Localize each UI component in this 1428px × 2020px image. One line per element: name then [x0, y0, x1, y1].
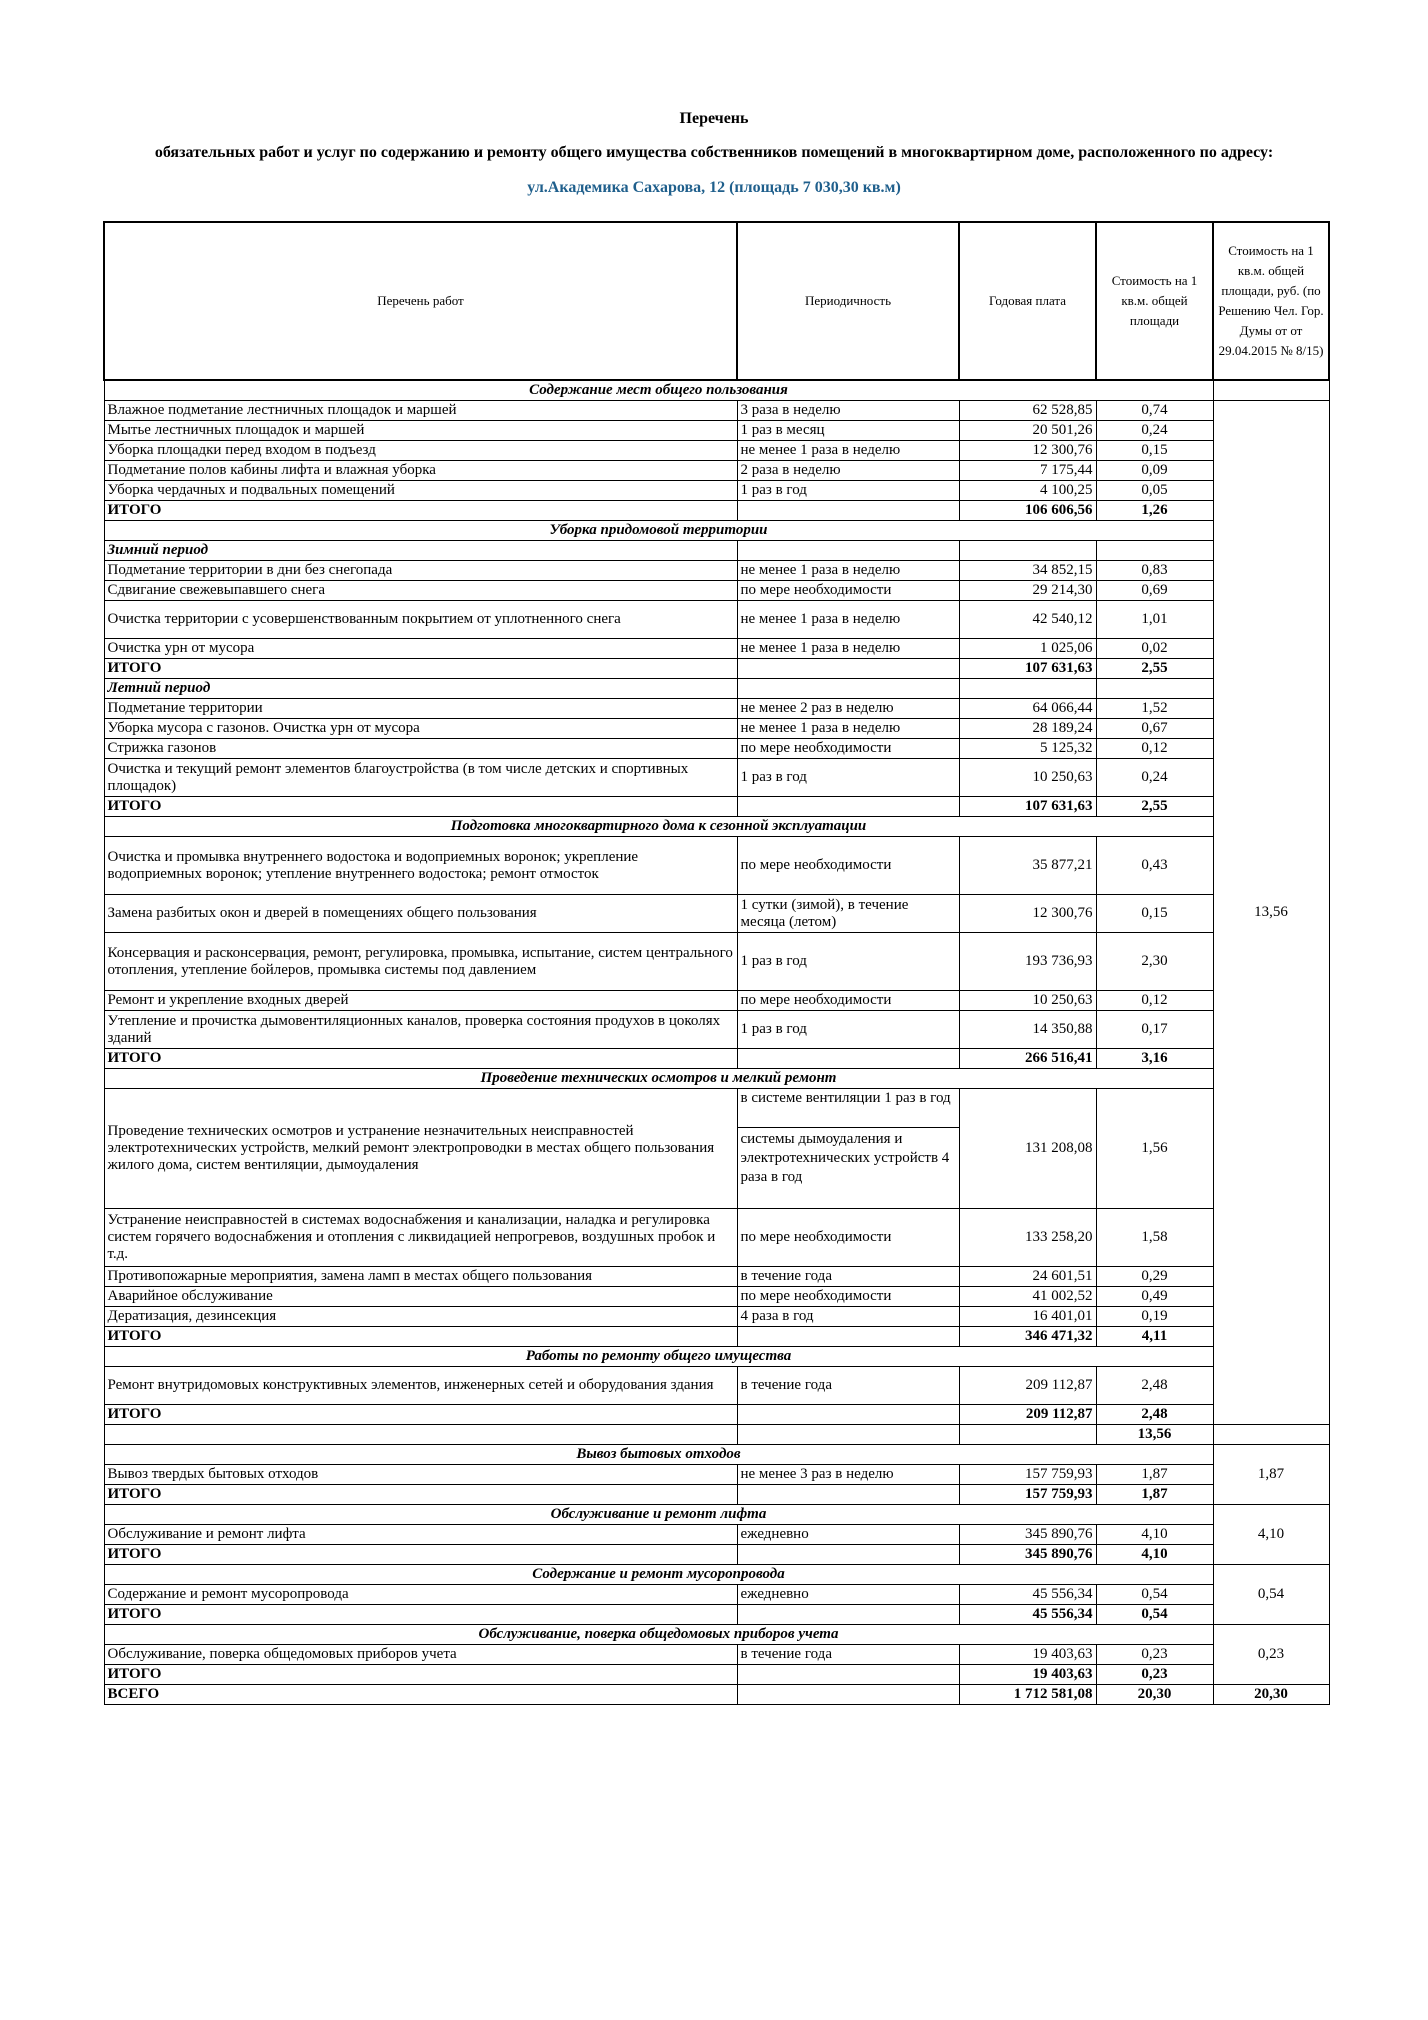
table-row — [104, 1011, 1329, 1049]
period-cell — [737, 1089, 959, 1209]
period-cell — [737, 1405, 959, 1425]
work-cell: Противопожарные мероприятия, замена ламп в местах общего пользования — [104, 1267, 737, 1287]
cost-cell: 0,09 — [1096, 461, 1213, 481]
period-cell: в течение года — [737, 1645, 959, 1665]
total-label: ИТОГО — [104, 1327, 737, 1347]
period-cell: не менее 1 раза в неделю — [737, 719, 959, 739]
total-row — [104, 797, 1329, 817]
table-row — [104, 401, 1329, 421]
work-cell — [104, 1425, 737, 1445]
work-cell: Содержание и ремонт мусоропровода — [104, 1585, 737, 1605]
total-annual: 107 631,63 — [959, 659, 1096, 679]
section-title: Проведение технических осмотров и мелкий ремонт — [104, 1069, 1213, 1089]
annual-cell: 20 501,26 — [959, 421, 1096, 441]
section-header-row — [104, 380, 1329, 401]
table-row — [104, 1287, 1329, 1307]
annual-cell: 62 528,85 — [959, 401, 1096, 421]
work-cell: Дератизация, дезинсекция — [104, 1307, 737, 1327]
work-cell: Очистка и текущий ремонт элементов благоустройства (в том числе детских и спортивных площадок) — [104, 759, 737, 797]
table-row — [104, 699, 1329, 719]
section-header-row — [104, 1069, 1329, 1089]
period-cell — [737, 1605, 959, 1625]
annual-cell: 64 066,44 — [959, 699, 1096, 719]
table-row — [104, 581, 1329, 601]
period-cell: 4 раза в год — [737, 1307, 959, 1327]
period-cell — [737, 1327, 959, 1347]
annual-cell — [959, 541, 1096, 561]
table-row — [104, 1465, 1329, 1485]
table-row — [104, 1645, 1329, 1665]
subsection-title: Зимний период — [104, 541, 737, 561]
annual-cell: 42 540,12 — [959, 601, 1096, 639]
annual-cell: 19 403,63 — [959, 1645, 1096, 1665]
rate-cell: 0,54 — [1213, 1565, 1329, 1625]
work-cell: Сдвигание свежевыпавшего снега — [104, 581, 737, 601]
total-cost: 4,11 — [1096, 1327, 1213, 1347]
rate-cell — [1213, 1425, 1329, 1445]
total-row — [104, 1605, 1329, 1625]
table-row — [104, 895, 1329, 933]
annual-cell: 45 556,34 — [959, 1585, 1096, 1605]
section-title: Обслуживание, поверка общедомовых приборов учета — [104, 1625, 1213, 1645]
section-header-row — [104, 1625, 1329, 1645]
period-cell: не менее 2 раз в неделю — [737, 699, 959, 719]
table-row — [104, 441, 1329, 461]
period-cell — [737, 1485, 959, 1505]
total-row — [104, 1049, 1329, 1069]
period-cell — [737, 1425, 959, 1445]
period-cell: 1 сутки (зимой), в течение месяца (летом) — [737, 895, 959, 933]
period-cell — [737, 1049, 959, 1069]
grand-total-annual: 1 712 581,08 — [959, 1685, 1096, 1705]
period-cell — [737, 1545, 959, 1565]
total-annual: 106 606,56 — [959, 501, 1096, 521]
table-row — [104, 1367, 1329, 1405]
group-sum-row — [104, 1425, 1329, 1445]
cost-cell: 1,87 — [1096, 1465, 1213, 1485]
period-cell: 3 раза в неделю — [737, 401, 959, 421]
column-header-work: Перечень работ — [104, 222, 737, 380]
work-cell: Подметание полов кабины лифта и влажная уборка — [104, 461, 737, 481]
work-cell: Ремонт и укрепление входных дверей — [104, 991, 737, 1011]
cost-cell: 0,29 — [1096, 1267, 1213, 1287]
total-label: ИТОГО — [104, 1405, 737, 1425]
annual-cell — [959, 1425, 1096, 1445]
period-cell: 2 раза в неделю — [737, 461, 959, 481]
section-header-row — [104, 1347, 1329, 1367]
table-row — [104, 933, 1329, 991]
section-header-row — [104, 1565, 1329, 1585]
cost-cell: 1,52 — [1096, 699, 1213, 719]
total-row — [104, 501, 1329, 521]
cost-cell: 0,74 — [1096, 401, 1213, 421]
cost-cell: 4,10 — [1096, 1525, 1213, 1545]
work-cell: Вывоз твердых бытовых отходов — [104, 1465, 737, 1485]
period-cell — [737, 1685, 959, 1705]
period-cell — [737, 1665, 959, 1685]
document-subtitle: обязательных работ и услуг по содержанию и ремонту общего имущества собственников помещений в многоквартирном доме, расположенного по адресу: — [154, 144, 1274, 161]
period-cell: не менее 1 раза в неделю — [737, 639, 959, 659]
total-annual: 266 516,41 — [959, 1049, 1096, 1069]
cost-cell: 0,24 — [1096, 421, 1213, 441]
cost-cell: 1,58 — [1096, 1209, 1213, 1267]
period-cell: по мере необходимости — [737, 739, 959, 759]
cost-cell: 0,02 — [1096, 639, 1213, 659]
table-body — [104, 380, 1329, 1705]
annual-cell: 12 300,76 — [959, 895, 1096, 933]
work-cell: Консервация и расконсервация, ремонт, регулировка, промывка, испытание, систем центрального отопления, утепление бойлеров, промывка системы под давлением — [104, 933, 737, 991]
total-row — [104, 1327, 1329, 1347]
cost-cell: 0,05 — [1096, 481, 1213, 501]
column-header-annual: Годовая плата — [959, 222, 1096, 380]
section-title: Содержание мест общего пользования — [104, 380, 1213, 401]
cost-cell: 1,56 — [1096, 1089, 1213, 1209]
table-row — [104, 719, 1329, 739]
group-sum: 13,56 — [1096, 1425, 1213, 1445]
period-cell: по мере необходимости — [737, 837, 959, 895]
rate-cell: 13,56 — [1213, 401, 1329, 1425]
total-cost: 2,55 — [1096, 797, 1213, 817]
total-annual: 209 112,87 — [959, 1405, 1096, 1425]
annual-cell: 16 401,01 — [959, 1307, 1096, 1327]
annual-cell: 7 175,44 — [959, 461, 1096, 481]
section-title: Вывоз бытовых отходов — [104, 1445, 1213, 1465]
annual-cell: 29 214,30 — [959, 581, 1096, 601]
work-cell: Уборка площадки перед входом в подъезд — [104, 441, 737, 461]
table-row — [104, 1307, 1329, 1327]
total-row — [104, 1405, 1329, 1425]
section-title: Уборка придомовой территории — [104, 521, 1213, 541]
grand-total-label: ВСЕГО — [104, 1685, 737, 1705]
period-cell: по мере необходимости — [737, 581, 959, 601]
period-cell: не менее 1 раза в неделю — [737, 441, 959, 461]
total-annual: 45 556,34 — [959, 1605, 1096, 1625]
work-cell: Влажное подметание лестничных площадок и маршей — [104, 401, 737, 421]
annual-cell: 10 250,63 — [959, 991, 1096, 1011]
work-cell: Замена разбитых окон и дверей в помещениях общего пользования — [104, 895, 737, 933]
period-cell: не менее 1 раза в неделю — [737, 561, 959, 581]
period-cell: 1 раз в год — [737, 759, 959, 797]
table-row — [104, 1267, 1329, 1287]
period-cell: 1 раз в год — [737, 481, 959, 501]
total-cost: 1,26 — [1096, 501, 1213, 521]
total-label: ИТОГО — [104, 659, 737, 679]
work-cell: Уборка чердачных и подвальных помещений — [104, 481, 737, 501]
total-row — [104, 1545, 1329, 1565]
rate-cell: 4,10 — [1213, 1505, 1329, 1565]
table-row — [104, 1585, 1329, 1605]
annual-cell: 35 877,21 — [959, 837, 1096, 895]
grand-total-cost: 20,30 — [1096, 1685, 1213, 1705]
section-title: Работы по ремонту общего имущества — [104, 1347, 1213, 1367]
annual-cell: 4 100,25 — [959, 481, 1096, 501]
cost-cell: 0,12 — [1096, 739, 1213, 759]
annual-cell: 133 258,20 — [959, 1209, 1096, 1267]
cost-cell: 2,48 — [1096, 1367, 1213, 1405]
cost-cell: 0,23 — [1096, 1645, 1213, 1665]
table-row — [104, 759, 1329, 797]
period-cell: не менее 3 раз в неделю — [737, 1465, 959, 1485]
cost-cell — [1096, 679, 1213, 699]
table-row — [104, 837, 1329, 895]
total-cost: 1,87 — [1096, 1485, 1213, 1505]
cost-cell: 0,49 — [1096, 1287, 1213, 1307]
work-cell: Мытье лестничных площадок и маршей — [104, 421, 737, 441]
work-cell: Очистка территории с усовершенствованным покрытием от уплотненного снега — [104, 601, 737, 639]
rate-cell: 1,87 — [1213, 1445, 1329, 1505]
table-row — [104, 991, 1329, 1011]
total-label: ИТОГО — [104, 1545, 737, 1565]
rate-cell-empty — [1213, 380, 1329, 401]
subsection-row — [104, 541, 1329, 561]
work-cell: Подметание территории в дни без снегопада — [104, 561, 737, 581]
document-title: Перечень — [679, 110, 749, 127]
annual-cell: 5 125,32 — [959, 739, 1096, 759]
cost-cell: 0,43 — [1096, 837, 1213, 895]
period-cell — [737, 797, 959, 817]
annual-cell: 41 002,52 — [959, 1287, 1096, 1307]
total-annual: 107 631,63 — [959, 797, 1096, 817]
annual-cell: 24 601,51 — [959, 1267, 1096, 1287]
work-cell: Обслуживание и ремонт лифта — [104, 1525, 737, 1545]
subsection-title: Летний период — [104, 679, 737, 699]
annual-cell: 12 300,76 — [959, 441, 1096, 461]
total-row — [104, 659, 1329, 679]
total-cost: 2,55 — [1096, 659, 1213, 679]
cost-cell: 0,54 — [1096, 1585, 1213, 1605]
annual-cell: 209 112,87 — [959, 1367, 1096, 1405]
work-cell: Очистка урн от мусора — [104, 639, 737, 659]
annual-cell: 193 736,93 — [959, 933, 1096, 991]
table-row — [104, 601, 1329, 639]
column-header-period: Периодичность — [737, 222, 959, 380]
section-header-row — [104, 817, 1329, 837]
total-cost: 4,10 — [1096, 1545, 1213, 1565]
table-row — [104, 739, 1329, 759]
total-label: ИТОГО — [104, 1049, 737, 1069]
table-row — [104, 1209, 1329, 1267]
rate-cell: 0,23 — [1213, 1625, 1329, 1685]
period-cell: по мере необходимости — [737, 991, 959, 1011]
total-cost: 2,48 — [1096, 1405, 1213, 1425]
total-annual: 345 890,76 — [959, 1545, 1096, 1565]
table-row — [104, 561, 1329, 581]
section-title: Обслуживание и ремонт лифта — [104, 1505, 1213, 1525]
work-cell: Очистка и промывка внутреннего водостока и водоприемных воронок; укрепление водоприемных воронок; утепление внутреннего водостока; ремонт отмосток — [104, 837, 737, 895]
work-cell: Проведение технических осмотров и устранение незначительных неисправностей электротехнических устройств, мелкий ремонт электропроводки в местах общего пользования жилого дома, систем вентиляции, дымоудаления — [104, 1089, 737, 1209]
total-label: ИТОГО — [104, 1485, 737, 1505]
table-row — [104, 639, 1329, 659]
cost-cell: 2,30 — [1096, 933, 1213, 991]
period-cell: по мере необходимости — [737, 1287, 959, 1307]
cost-cell — [1096, 541, 1213, 561]
period-cell: в течение года — [737, 1367, 959, 1405]
cost-cell: 0,15 — [1096, 895, 1213, 933]
annual-cell: 34 852,15 — [959, 561, 1096, 581]
subsection-row — [104, 679, 1329, 699]
total-annual: 346 471,32 — [959, 1327, 1096, 1347]
period-cell: ежедневно — [737, 1585, 959, 1605]
total-row — [104, 1485, 1329, 1505]
work-cell: Обслуживание, поверка общедомовых приборов учета — [104, 1645, 737, 1665]
cost-cell: 0,67 — [1096, 719, 1213, 739]
total-annual: 157 759,93 — [959, 1485, 1096, 1505]
work-cell: Утепление и прочистка дымовентиляционных каналов, проверка состояния продухов в цоколях зданий — [104, 1011, 737, 1049]
cost-cell: 0,24 — [1096, 759, 1213, 797]
table-row — [104, 481, 1329, 501]
table-header-row — [104, 222, 1329, 380]
total-label: ИТОГО — [104, 1605, 737, 1625]
period-cell: ежедневно — [737, 1525, 959, 1545]
total-cost: 0,54 — [1096, 1605, 1213, 1625]
annual-cell: 28 189,24 — [959, 719, 1096, 739]
section-title: Подготовка многоквартирного дома к сезонной эксплуатации — [104, 817, 1213, 837]
total-cost: 0,23 — [1096, 1665, 1213, 1685]
table-row — [104, 461, 1329, 481]
annual-cell: 131 208,08 — [959, 1089, 1096, 1209]
section-header-row — [104, 521, 1329, 541]
column-header-rate: Стоимость на 1 кв.м. общей площади, руб. (по Решению Чел. Гор. Думы от от 29.04.2015 № 8/15) — [1213, 222, 1329, 380]
document-address: ул.Академика Сахарова, 12 (площадь 7 030,30 кв.м) — [527, 179, 901, 196]
cost-cell: 0,15 — [1096, 441, 1213, 461]
cost-cell: 0,17 — [1096, 1011, 1213, 1049]
annual-cell: 157 759,93 — [959, 1465, 1096, 1485]
annual-cell: 345 890,76 — [959, 1525, 1096, 1545]
section-header-row — [104, 1505, 1329, 1525]
total-label: ИТОГО — [104, 501, 737, 521]
period-part: в системе вентиляции 1 раз в год — [738, 1089, 959, 1128]
period-cell: по мере необходимости — [737, 1209, 959, 1267]
table-row — [104, 421, 1329, 441]
total-label: ИТОГО — [104, 1665, 737, 1685]
period-cell — [737, 679, 959, 699]
cost-cell: 0,83 — [1096, 561, 1213, 581]
work-cell: Ремонт внутридомовых конструктивных элементов, инженерных сетей и оборудования здания — [104, 1367, 737, 1405]
period-cell: в течение года — [737, 1267, 959, 1287]
total-annual: 19 403,63 — [959, 1665, 1096, 1685]
cost-cell: 0,69 — [1096, 581, 1213, 601]
annual-cell — [959, 679, 1096, 699]
cost-cell: 1,01 — [1096, 601, 1213, 639]
period-cell — [737, 501, 959, 521]
annual-cell: 14 350,88 — [959, 1011, 1096, 1049]
period-cell: 1 раз в месяц — [737, 421, 959, 441]
period-cell — [737, 541, 959, 561]
cost-cell: 0,19 — [1096, 1307, 1213, 1327]
cost-cell: 0,12 — [1096, 991, 1213, 1011]
work-cell: Устранение неисправностей в системах водоснабжения и канализации, наладка и регулировка систем горячего водоснабжения и отопления с ликвидацией непрогревов, воздушных пробок и т.д. — [104, 1209, 737, 1267]
total-cost: 3,16 — [1096, 1049, 1213, 1069]
works-table — [103, 221, 1330, 1705]
total-label: ИТОГО — [104, 797, 737, 817]
period-part: системы дымоудаления и электротехнических устройств 4 раза в год — [740, 1131, 950, 1185]
section-header-row — [104, 1445, 1329, 1465]
grand-total-rate: 20,30 — [1213, 1685, 1329, 1705]
grand-total-row — [104, 1685, 1329, 1705]
total-row — [104, 1665, 1329, 1685]
period-cell: не менее 1 раза в неделю — [737, 601, 959, 639]
work-cell: Аварийное обслуживание — [104, 1287, 737, 1307]
annual-cell: 1 025,06 — [959, 639, 1096, 659]
work-cell: Подметание территории — [104, 699, 737, 719]
table-row — [104, 1525, 1329, 1545]
period-cell: 1 раз в год — [737, 1011, 959, 1049]
period-cell — [737, 659, 959, 679]
section-title: Содержание и ремонт мусоропровода — [104, 1565, 1213, 1585]
column-header-cost: Стоимость на 1 кв.м. общей площади — [1096, 222, 1213, 380]
annual-cell: 10 250,63 — [959, 759, 1096, 797]
period-cell: 1 раз в год — [737, 933, 959, 991]
work-cell: Стрижка газонов — [104, 739, 737, 759]
work-cell: Уборка мусора с газонов. Очистка урн от мусора — [104, 719, 737, 739]
table-row — [104, 1089, 1329, 1209]
